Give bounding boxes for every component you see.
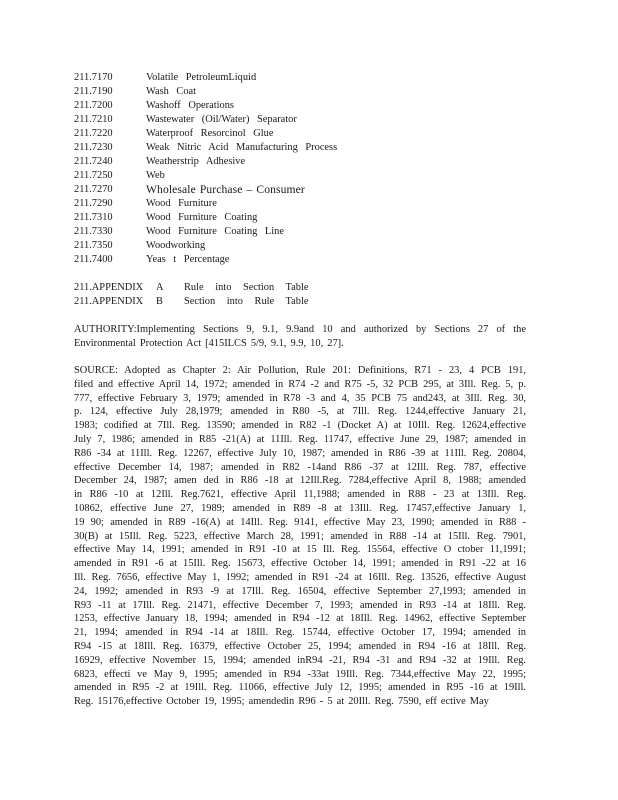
section-title: Volatile PetroleumLiquid [146, 72, 257, 83]
source-line: 1983; codified at 7Ill. Reg. 13590; amended in R82 -1 (Docket A) at 10Ill. Reg. 12624,effective [74, 420, 526, 432]
section-number: 211.7240 [74, 156, 113, 167]
appendix-name: Section into Rule Table [184, 296, 309, 307]
appendix-list [74, 281, 309, 309]
source-line: effective May 14, 1991; amended in R91 -10 at 15 Ill. Reg. 15564, effective O ctober 11,1991; [74, 544, 526, 556]
appendix-num: 211.APPENDIX [74, 282, 144, 293]
section-title: Wash Coat [146, 86, 197, 97]
section-entry [74, 225, 544, 239]
source-paragraph [74, 364, 526, 709]
source-line: 777, effective February 3, 1979; amended in R78 -3 and 4, 35 PCB 75 and243, at 3Ill. Reg. 30, [74, 392, 526, 404]
appendix-num: 211.APPENDIX [74, 296, 144, 307]
section-number: 211.7220 [74, 128, 113, 139]
section-entry [74, 155, 544, 169]
section-list [74, 71, 544, 267]
section-title: Wastewater (Oil/Water) Separator [146, 114, 297, 125]
section-number: 211.7190 [74, 86, 113, 97]
appendix-letter: A [156, 282, 164, 293]
section-title: Wholesale Purchase – Consumer [146, 183, 305, 196]
source-line: 6823, effecti ve May 9, 1995; amended in R94 -33at 19Ill. Reg. 7344,effective May 22, 1995; [74, 668, 526, 680]
source-line: 16929, effective November 15, 1994; amended inR94 -21, R94 -31 and R94 -32 at 19Ill. Reg. [74, 654, 526, 666]
section-title: Weatherstrip Adhesive [146, 156, 246, 167]
section-title: Weak Nitric Acid Manufacturing Process [146, 142, 338, 153]
source-line: December 24, 1987; amen ded in R86 -18 at 12Ill.Reg. 7284,effective April 8, 1988; amended [74, 475, 526, 487]
section-entry [74, 127, 544, 141]
authority-paragraph: AUTHORITY:Implementing Sections 9, 9.1, 9.9and 10 and authorized by Sections 27 of the Environmental Protection Act [415ILCS 5/9, 9.1, 9.9, 10, 27]. [74, 324, 526, 349]
section-title: Wood Furniture Coating [146, 212, 258, 223]
source-line: 1253, effective January 18, 1994; amended in R94 -12 at 18Ill. Reg. 14962, effective September [74, 613, 526, 625]
section-title: Woodworking [146, 240, 206, 251]
source-line: Reg. 15176,effective October 19, 1995; amendedin R96 - 5 at 20Ill. Reg. 7590, eff ective May [74, 696, 489, 708]
appendix-entry [74, 295, 309, 309]
section-entry [74, 253, 544, 267]
section-entry [74, 99, 544, 113]
appendix-entry [74, 281, 309, 295]
section-title: Wood Furniture Coating Line [146, 226, 284, 237]
source-line: R94 -15 at 18Ill. Reg. 16379, effective October 25, 1994; amended in R94 -16 at 18Ill. Reg. [74, 640, 526, 652]
section-title: Web [146, 170, 165, 181]
section-number: 211.7310 [74, 212, 113, 223]
section-number: 211.7400 [74, 254, 113, 265]
appendix-letter: B [156, 296, 163, 307]
section-number: 211.7290 [74, 198, 113, 209]
source-line: R86 -34 at 11Ill. Reg. 12267, effective July 10, 1987; amended in R86 -39 at 11Ill. Reg. 20804, [74, 447, 526, 459]
section-entry [74, 141, 544, 155]
source-line: July 7, 1986; amended in R85 -21(A) at 11Ill. Reg. 11747, effective June 29, 1987; amended in [74, 433, 526, 445]
source-line: R93 -11 at 17Ill. Reg. 21471, effective December 7, 1993; amended in R93 -14 at 18Ill. Reg. [74, 599, 526, 611]
section-number: 211.7210 [74, 114, 113, 125]
section-entry [74, 183, 544, 197]
section-entry [74, 197, 544, 211]
section-number: 211.7170 [74, 72, 113, 83]
section-number: 211.7330 [74, 226, 113, 237]
section-number: 211.7230 [74, 142, 113, 153]
source-line: in R86 -10 at 12Ill. Reg.7621, effective April 11,1988; amended in R88 - 23 at 13Ill. Reg. [74, 489, 526, 501]
source-line: SOURCE: Adopted as Chapter 2: Air Pollution, Rule 201: Definitions, R71 - 23, 4 PCB 191, [74, 365, 526, 376]
section-title: Waterproof Resorcinol Glue [146, 128, 274, 139]
section-entry [74, 113, 544, 127]
source-line: amended in R95 -2 at 19Ill. Reg. 11066, effective July 12, 1995; amended in R95 -16 at 19Ill. [74, 682, 526, 694]
source-line: 30(B) at 15Ill. Reg. 5223, effective March 28, 1991; amended in R88 -14 at 15Ill. Reg. 7901, [74, 530, 526, 542]
section-entry [74, 71, 544, 85]
section-number: 211.7270 [74, 184, 113, 195]
section-entry [74, 85, 544, 99]
source-line: effective December 14, 1987; amended in R82 -14and R86 -37 at 12Ill. Reg. 787, effective [74, 461, 526, 473]
section-title: Washoff Operations [146, 100, 234, 111]
section-title: Yeas t Percentage [146, 254, 230, 265]
section-number: 211.7350 [74, 240, 113, 251]
section-entry [74, 169, 544, 183]
appendix-name: Rule into Section Table [184, 282, 309, 293]
source-line: 24, 1992; amended in R93 -9 at 17Ill. Reg. 16504, effective September 27,1993; amended in [74, 585, 526, 597]
section-title: Wood Furniture [146, 198, 217, 209]
section-entry [74, 239, 544, 253]
source-line: 10862, effective June 27, 1989; amended in R89 -8 at 13Ill. Reg. 17457,effective January 1, [74, 502, 526, 514]
section-entry [74, 211, 544, 225]
source-line: amended in R91 -6 at 15Ill. Reg. 15673, effective October 14, 1991; amended in R91 -22 at 16 [74, 558, 526, 570]
source-line: 21, 1994; amended in R94 -14 at 18Ill. Reg. 15744, effective October 17, 1994; amended in [74, 627, 526, 639]
source-line: Ill. Reg. 7656, effective May 1, 1992; amended in R91 -24 at 16Ill. Reg. 13526, effective August [74, 571, 526, 583]
source-line: p. 124, effective July 28,1979; amended in R80 -5, at 7Ill. Reg. 1244,effective January 21, [74, 406, 526, 418]
source-line: 19 90; amended in R89 -16(A) at 14Ill. Reg. 9141, effective May 23, 1990; amended in R88 - [74, 516, 526, 528]
section-number: 211.7200 [74, 100, 113, 111]
section-number: 211.7250 [74, 170, 113, 181]
source-line: filed and effective April 14, 1972; amended in R74 -2 and R75 -5, 32 PCB 295, at 3Ill. Reg. 5, p. [74, 378, 526, 390]
